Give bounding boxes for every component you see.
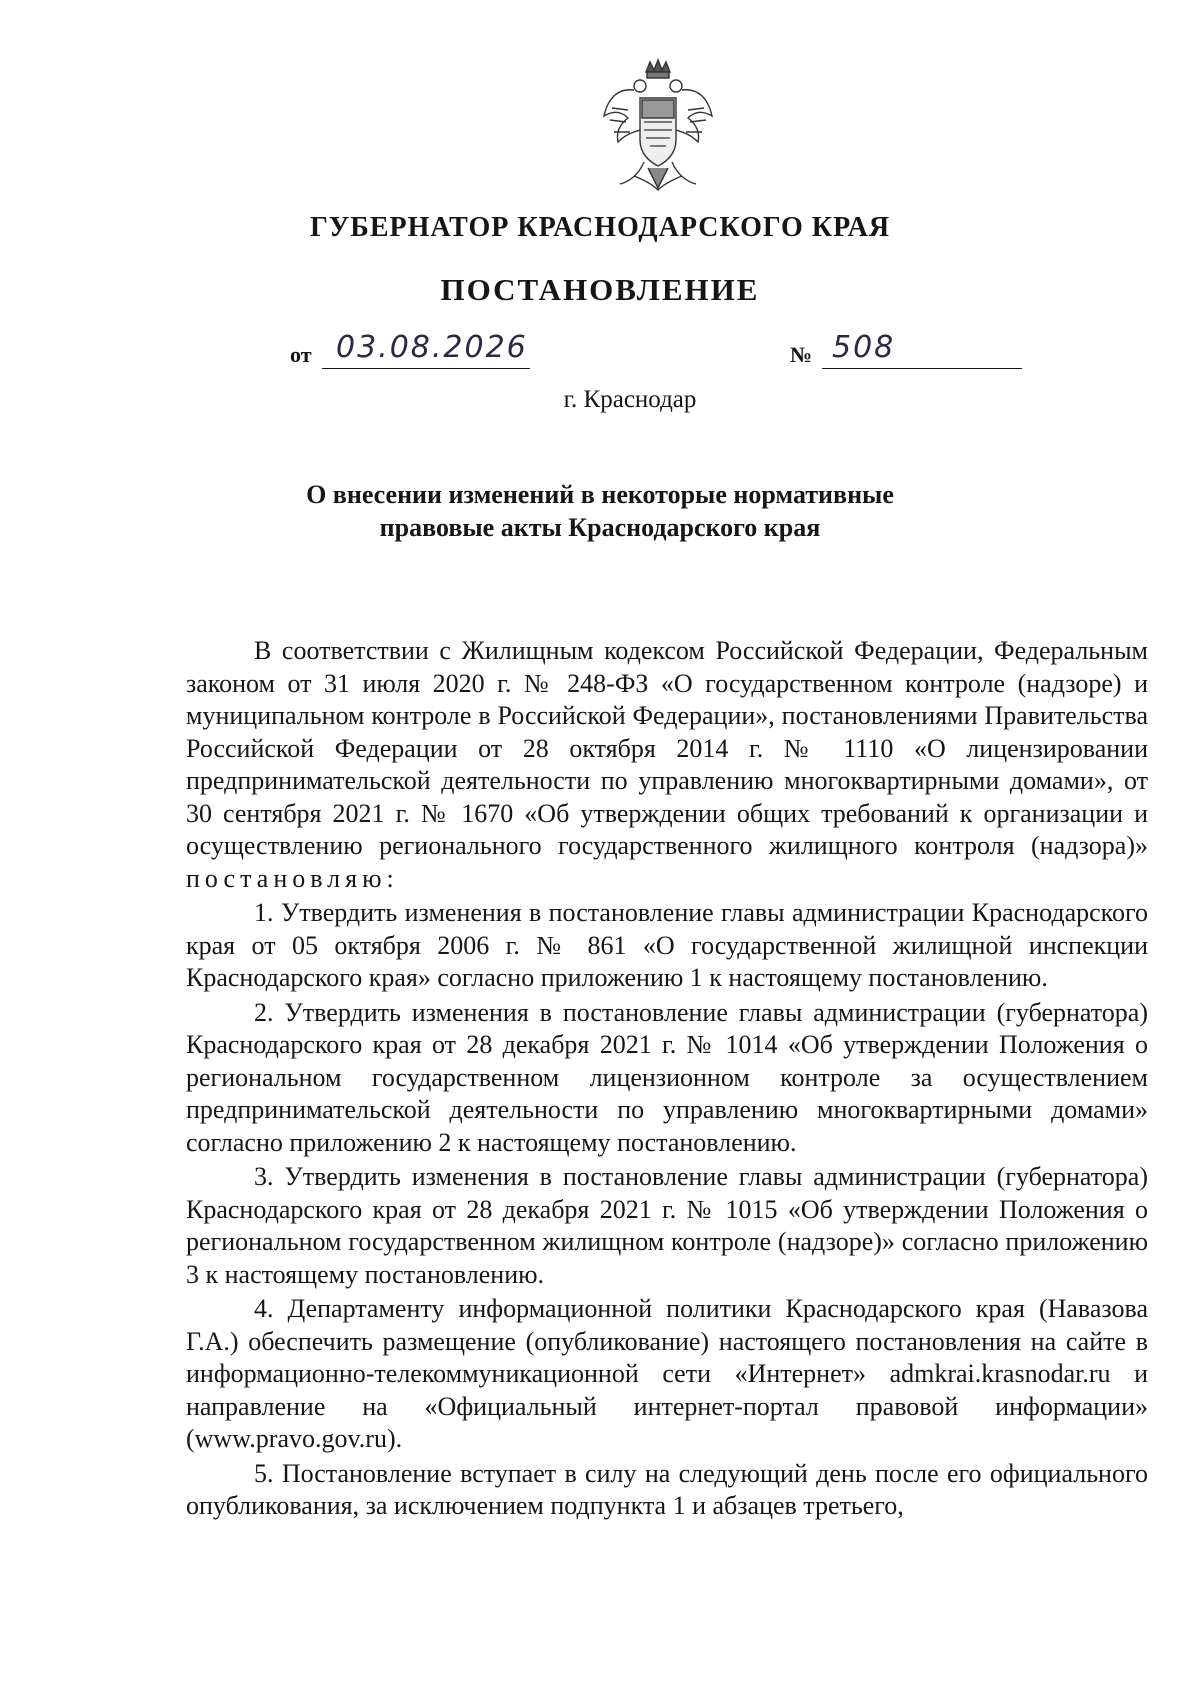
document-title xyxy=(0,478,1200,544)
preamble-paragraph xyxy=(186,635,1148,895)
coat-of-arms-icon xyxy=(598,58,718,196)
date-label: от xyxy=(290,342,312,367)
number-underline xyxy=(822,368,1022,369)
document-type-heading: ПОСТАНОВЛЕНИЕ xyxy=(440,272,760,307)
number-label: № xyxy=(790,342,813,367)
item-3-paragraph: 3. Утвердить изменения в постановление главы администрации (губернатора) Краснодарского края от 28 декабря 2021 г. № 1015 «Об утверждении Положения о региональном государственном жилищном контроле (надзоре)» согласно приложению 3 к настоящему постановлению. xyxy=(186,1162,1148,1289)
issuer-heading: ГУБЕРНАТОР КРАСНОДАРСКОГО КРАЯ xyxy=(309,212,891,243)
handwritten-date: 03.08.2026 xyxy=(336,330,528,365)
item-2-paragraph: 2. Утвердить изменения в постановление главы администрации (губернатора) Краснодарского края от 28 декабря 2021 г. № 1014 «Об утверждении Положения о региональном государственном лицензионном контроле за осуществлением предпринимательской деятельности по управлению многоквартирными домами» согласно приложению 2 к настоящему постановлению. xyxy=(186,997,1148,1157)
coat-of-arms-emblem xyxy=(598,58,718,196)
preamble-keyword: постановляю: xyxy=(186,863,399,893)
document-body xyxy=(186,635,1148,1525)
date-underline xyxy=(322,368,530,369)
city-line: г. Краснодар xyxy=(563,386,697,413)
item-4-paragraph: 4. Департаменту информационной политики Краснодарского края (Навазова Г.А.) обеспечить размещение (опубликование) настоящего постановления на сайте в информационно-телекоммуникационной сети «Интернет» admkrai.krasnodar.ru и направление на «Официальный интернет-портал правовой информации» (www.pravo.gov.ru). xyxy=(186,1294,1148,1453)
item-1-paragraph: 1. Утвердить изменения в постановление главы администрации Краснодарского края от 05 октября 2006 г. № 861 «О государственной жилищной инспекции Краснодарского края» согласно приложению 1 к настоящему постановлению. xyxy=(186,898,1148,992)
title-line-2: правовые акты Краснодарского края xyxy=(379,513,821,542)
item-5-paragraph: 5. Постановление вступает в силу на следующий день после его официального опубликования, за исключением подпункта 1 и абзацев третьего, xyxy=(186,1458,1148,1520)
title-line-1: О внесении изменений в некоторые нормативные xyxy=(306,480,894,509)
preamble-text: В соответствии с Жилищным кодексом Российской Федерации, Федеральным законом от 31 июля 2020 г. № 248-ФЗ «О государственном контроле (надзоре) и муниципальном контроле в Российской Федерации», постановлениями Правительства Российской Федерации от 28 октября 2014 г. № 1110 «О лицензировании предпринимательской деятельности по управлению многоквартирными домами», от 30 сентября 2021 г. № 1670 «Об утверждении общих требований к организации и осуществлению регионального государственного жилищного контроля (надзора)» xyxy=(186,636,1148,860)
handwritten-number: 508 xyxy=(832,330,896,365)
